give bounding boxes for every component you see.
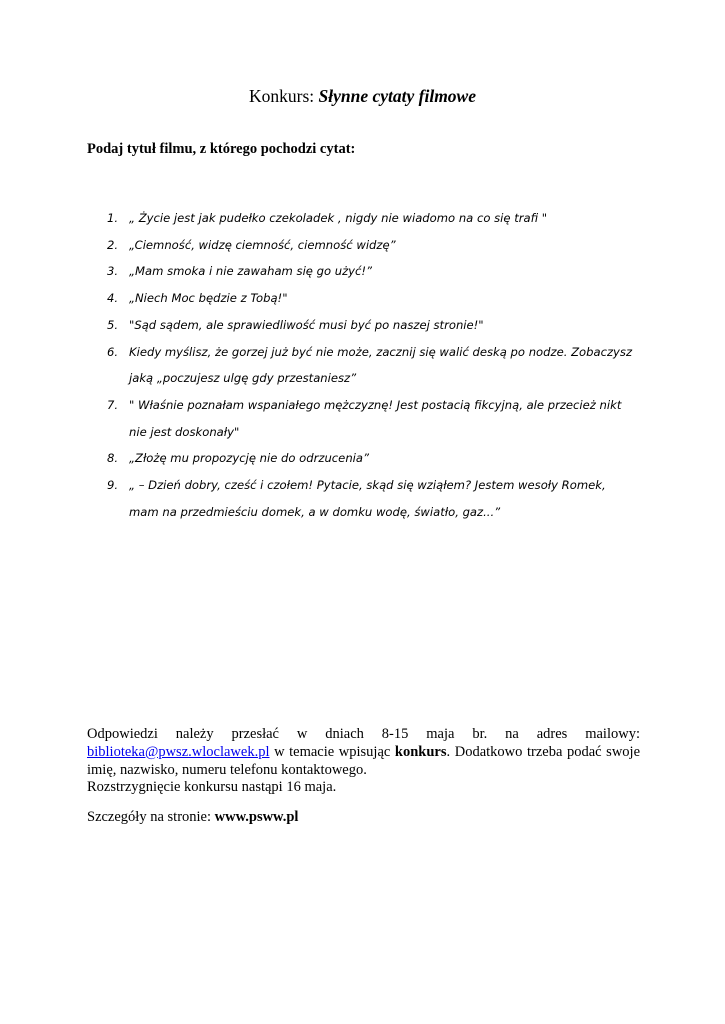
list-number: 6. xyxy=(107,344,119,359)
quote-text: " Właśnie poznałam wspaniałego mężczyznę! Jest postacią fikcyjną, ale przecież nikt nie jest doskonały" xyxy=(129,397,622,439)
instruction-text: Podaj tytuł filmu, z którego pochodzi cytat: xyxy=(87,141,356,157)
list-item xyxy=(87,472,647,525)
details-line xyxy=(87,809,640,827)
quote-text: „Ciemność, widzę ciemność, ciemność widzę” xyxy=(129,237,396,252)
details-label: Szczegóły na stronie: xyxy=(87,809,215,826)
subject-text: w temacie wpisując xyxy=(269,743,395,760)
quote-text: „ – Dzień dobry, cześć i czołem! Pytacie, skąd się wziąłem? Jestem wesoły Romek, mam na przedmieściu domek, a w domku wodę, światło, gaz...” xyxy=(129,478,606,519)
quote-list xyxy=(87,205,647,525)
quote-text: Kiedy myślisz, że gorzej już być nie może, zacznij się walić deską po nodze. Zobaczysz jaką „poczujesz ulgę gdy przestaniesz” xyxy=(129,344,633,386)
list-number: 9. xyxy=(107,478,119,493)
quote-text: „Niech Moc będzie z Tobą!" xyxy=(129,291,288,306)
answer-instructions-text: Odpowiedzi należy przesłać w dniach 8-15 maja br. na adres mailowy: xyxy=(87,726,640,742)
list-number: 5. xyxy=(107,317,119,332)
list-number: 8. xyxy=(107,451,119,466)
list-item xyxy=(87,285,647,312)
list-number: 1. xyxy=(107,211,119,225)
email-link[interactable]: biblioteka@pwsz.wloclawek.pl xyxy=(87,743,270,760)
list-item xyxy=(87,258,647,285)
subject-keyword: konkurs xyxy=(394,743,447,760)
website-link[interactable]: www.psww.pl xyxy=(214,809,299,826)
page-title xyxy=(0,85,725,107)
quote-text: "Sąd sądem, ale sprawiedliwość musi być po naszej stronie!" xyxy=(129,317,484,332)
additional-info-text: . Dodatkowo trzeba podać swoje imię, nazwisko, numeru telefonu kontaktowego. xyxy=(87,743,640,778)
title-italic: Słynne cytaty filmowe xyxy=(318,86,476,106)
resolution-text: Rozstrzygnięcie konkursu nastąpi 16 maja. xyxy=(87,779,337,796)
list-item xyxy=(87,445,647,472)
title-prefix: Konkurs: xyxy=(249,86,319,106)
list-item xyxy=(87,339,647,392)
list-item xyxy=(87,232,647,259)
quote-text: „Złożę mu propozycję nie do odrzucenia” xyxy=(129,451,369,466)
list-number: 3. xyxy=(107,264,119,279)
instructions-paragraph xyxy=(87,726,640,779)
list-item xyxy=(87,205,647,232)
footer xyxy=(87,726,640,827)
list-item xyxy=(87,392,647,445)
list-item xyxy=(87,312,647,339)
quote-text: „Mam smoka i nie zawaham się go użyć!” xyxy=(129,264,373,279)
list-number: 4. xyxy=(107,291,119,306)
list-number: 7. xyxy=(107,397,119,412)
list-number: 2. xyxy=(107,237,119,252)
quote-text: „ Życie jest jak pudełko czekoladek , nigdy nie wiadomo na co się trafi " xyxy=(129,211,548,225)
